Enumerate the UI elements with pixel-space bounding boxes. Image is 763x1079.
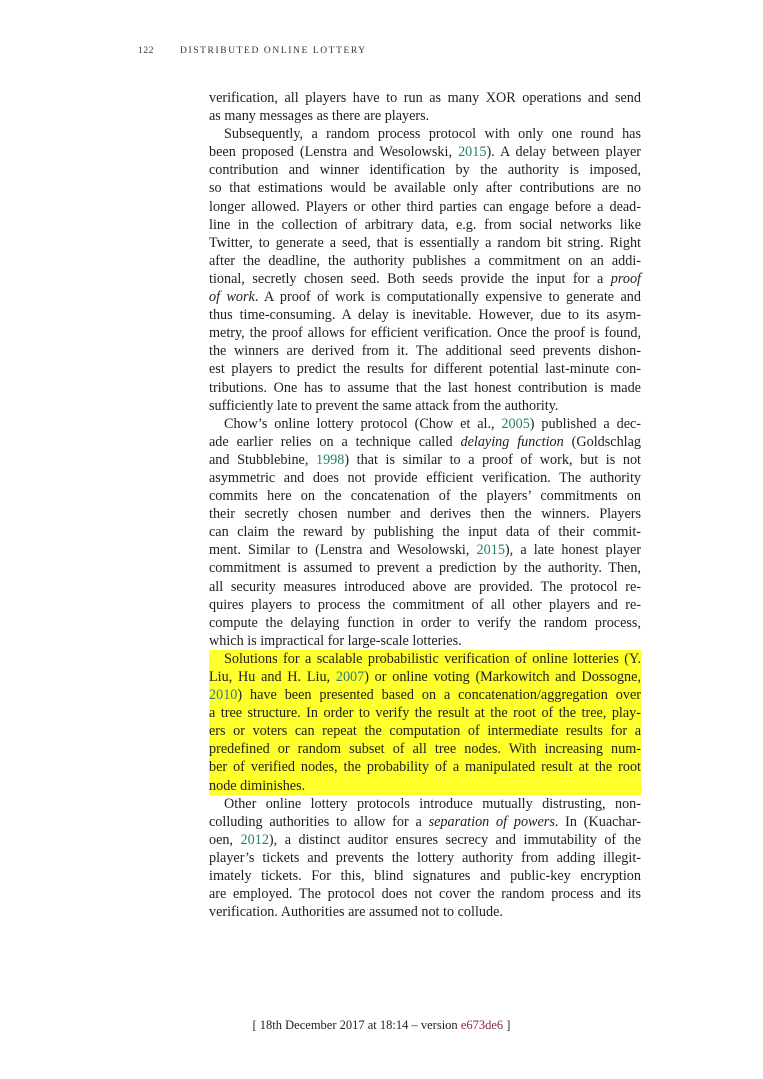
citation-year-link[interactable]: 1998 <box>315 451 345 468</box>
text-line <box>209 849 641 867</box>
citation-year-link[interactable]: 2012 <box>240 831 269 848</box>
text-run: imately tickets. For this, blind signatures and public-key encryption <box>209 868 641 885</box>
text-run: a tree structure. In order to verify the result at the root of the tree, play- <box>209 705 641 722</box>
text-line <box>209 270 641 288</box>
text-run: Other online lottery protocols introduce mutually distrusting, non- <box>224 795 641 812</box>
text-line <box>209 198 641 216</box>
text-run: ) published a dec- <box>529 415 642 432</box>
running-head <box>138 46 367 56</box>
text-line <box>209 722 641 740</box>
text-run: the winners are derived from it. The additional seed prevents dishon- <box>209 343 641 360</box>
citation-year-link[interactable]: 2007 <box>335 669 365 685</box>
text-run: verification, all players have to run as many XOR operations and send <box>209 90 641 106</box>
citation-year-link[interactable]: 2010 <box>209 687 238 704</box>
text-line <box>209 831 641 849</box>
text-line <box>209 505 641 523</box>
text-line <box>209 903 641 921</box>
text-run: sufficiently late to prevent the same attack from the authority. <box>209 397 559 414</box>
citation-year-link[interactable]: 2005 <box>501 415 530 432</box>
paragraph <box>209 415 641 650</box>
text-run: thus time-consuming. A delay is inevitable. However, due to its asym- <box>209 307 641 324</box>
text-line <box>209 469 641 487</box>
text-line <box>209 704 641 722</box>
text-line <box>209 541 641 559</box>
text-line <box>209 777 641 795</box>
text-run: metry, the proof allows for efficient verification. Once the proof is found, <box>209 325 641 342</box>
footer-date: [ 18th December 2017 at 18:14 – version <box>252 1018 461 1032</box>
body-text <box>209 89 641 921</box>
text-run: Twitter, to generate a seed, that is essentially a random bit string. Right <box>209 234 641 251</box>
text-line <box>209 216 641 234</box>
text-line <box>209 179 641 197</box>
text-run: so that estimations would be available only after contributions are no <box>209 180 641 197</box>
text-run: est players to predict the results for different potential last-minute con- <box>209 361 641 378</box>
highlighted-paragraph <box>209 650 641 795</box>
version-link[interactable]: e673de6 <box>460 1018 504 1032</box>
paragraph <box>209 89 641 125</box>
text-run: ) that is similar to a proof of work, but is not <box>344 451 641 468</box>
text-run: asymmetric and does not provide efficient verification. The authority <box>209 469 641 486</box>
text-line <box>209 614 641 632</box>
text-run: contribution and winner identification by the authority is imposed, <box>209 162 641 179</box>
text-run: ers or voters can repeat the computation of intermediate results for a <box>209 723 641 740</box>
text-line <box>209 342 641 360</box>
text-line <box>209 252 641 270</box>
text-run: commits here on the concatenation of the players’ commitments on <box>209 488 641 505</box>
text-line <box>209 740 641 758</box>
text-line <box>209 596 641 614</box>
text-line <box>209 306 641 324</box>
emphasized-term: of work <box>209 289 255 306</box>
text-run: ), a late honest player <box>504 542 641 559</box>
emphasized-term: proof <box>610 270 641 287</box>
text-run: predefined or random subset of all tree nodes. With increasing num- <box>209 741 641 758</box>
text-line <box>209 397 641 415</box>
text-run: as many messages as there are players. <box>209 108 430 125</box>
page-number: 122 <box>138 46 155 56</box>
text-run: quires players to process the commitment of all other players and re- <box>209 596 641 613</box>
text-line <box>209 578 641 596</box>
text-run: ). A delay between player <box>486 144 641 161</box>
text-line <box>209 559 641 577</box>
text-line <box>209 324 641 342</box>
text-line <box>209 813 641 831</box>
text-line <box>209 686 641 704</box>
text-line <box>209 143 641 161</box>
text-line <box>209 795 641 813</box>
text-run: tributions. One has to assume that the last honest contribution is made <box>209 379 641 396</box>
text-line <box>209 668 641 686</box>
text-run: been proposed (Lenstra and Wesolowski, <box>209 144 459 161</box>
text-line <box>209 161 641 179</box>
text-run: Chow’s online lottery protocol (Chow et al., <box>224 415 502 432</box>
text-run: ) have been presented based on a concatenation/aggregation over <box>237 687 641 704</box>
paragraph <box>209 795 641 922</box>
text-run: oen, <box>209 831 241 848</box>
text-line <box>209 107 641 125</box>
text-line <box>209 451 641 469</box>
text-run: verification. Authorities are assumed not to collude. <box>209 904 503 921</box>
text-line <box>209 89 641 107</box>
text-run: . A proof of work is computationally expensive to generate and <box>254 289 641 306</box>
text-line <box>209 415 641 433</box>
text-line <box>209 867 641 885</box>
text-run: can claim the reward by publishing the input data of their commit- <box>209 524 641 541</box>
text-run: ade earlier relies on a technique called <box>209 433 461 450</box>
text-line <box>209 288 641 306</box>
text-run: ber of verified nodes, the probability of a manipulated result at the root <box>209 759 641 776</box>
text-run: colluding authorities to allow for a <box>209 813 429 830</box>
text-run: Liu, Hu and H. Liu, <box>209 669 336 685</box>
text-run: and Stubblebine, <box>209 451 316 468</box>
footer-end: ] <box>503 1018 511 1032</box>
text-run: ), a distinct auditor ensures secrecy and immutability of the <box>268 831 641 848</box>
citation-year-link[interactable]: 2015 <box>476 542 505 559</box>
text-run: are employed. The protocol does not cover the random process and its <box>209 886 641 903</box>
text-run: Subsequently, a random process protocol with only one round has <box>224 126 641 143</box>
text-run: commitment is assumed to prevent a prediction by the authority. Then, <box>209 560 641 577</box>
text-run: ment. Similar to (Lenstra and Wesolowski, <box>209 542 477 559</box>
emphasized-term: separation of powers <box>428 813 555 830</box>
text-line <box>209 433 641 451</box>
emphasized-term: delaying function <box>460 433 564 450</box>
text-line <box>209 885 641 903</box>
text-run: compute the delaying function in order to verify the random process, <box>209 614 641 631</box>
text-line <box>209 234 641 252</box>
text-line <box>209 632 641 650</box>
text-run: all security measures introduced above are provided. The protocol re- <box>209 578 641 595</box>
paragraph <box>209 125 641 415</box>
text-run: node diminishes. <box>209 777 306 794</box>
text-run: player’s tickets and prevents the lottery authority from adding illegit- <box>209 849 641 866</box>
text-run: line in the collection of arbitrary data, e.g. from social networks like <box>209 216 641 233</box>
text-run: after the deadline, the authority publishes a commitment on an addi- <box>209 252 641 269</box>
text-run: . In (Kuachar- <box>554 813 641 830</box>
text-line <box>209 758 641 776</box>
text-line <box>209 650 641 668</box>
text-run: which is impractical for large-scale lotteries. <box>209 632 462 649</box>
page-footer <box>0 1018 763 1033</box>
text-line <box>209 379 641 397</box>
text-run: ) or online voting (Markowitch and Dossogne, <box>364 669 641 685</box>
text-line <box>209 523 641 541</box>
text-run: tional, secretly chosen seed. Both seeds provide the input for a <box>209 270 611 287</box>
text-line <box>209 360 641 378</box>
text-run: Solutions for a scalable probabilistic verification of online lotteries (Y. <box>224 650 641 667</box>
text-run: longer allowed. Players or other third parties can engage before a dead- <box>209 198 641 215</box>
text-line <box>209 487 641 505</box>
text-run: their secretly chosen number and derives then the winners. Players <box>209 506 641 523</box>
text-line <box>209 125 641 143</box>
section-title: DISTRIBUTED ONLINE LOTTERY <box>180 46 367 56</box>
citation-year-link[interactable]: 2015 <box>458 144 487 161</box>
text-run: (Goldschlag <box>563 433 641 450</box>
